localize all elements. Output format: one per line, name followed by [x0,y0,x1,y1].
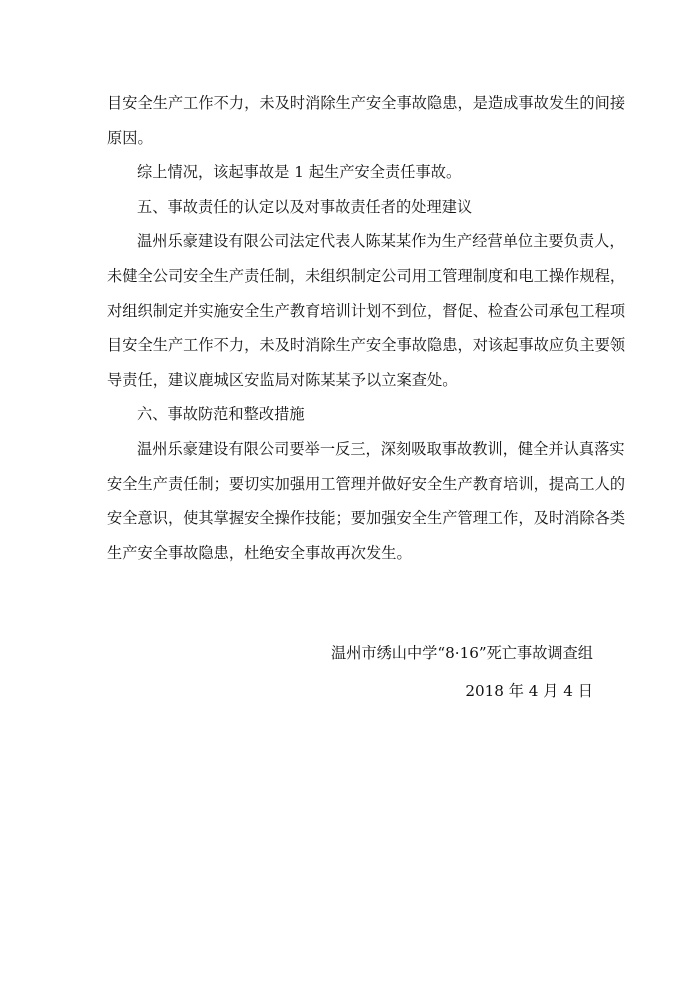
document-body [107,86,626,570]
section-heading: 五、事故责任的认定以及对事故责任者的处理建议 [137,197,473,216]
paragraph-line: 目安全生产工作不力，未及时消除生产安全事故隐患，是造成事故发生的间接 [107,94,626,112]
signature-date: 2018 年 4 月 4 日 [465,682,593,700]
section-heading: 六、事故防范和整改措施 [137,405,305,424]
paragraph-line: 温州乐豪建设有限公司要举一反三，深刻吸取事故教训，健全并认真落实 [137,439,625,458]
paragraph-line: 未健全公司安全生产责任制，未组织制定公司用工管理制度和电工操作规程， [107,266,626,285]
paragraph-line: 温州乐豪建设有限公司法定代表人陈某某作为生产经营单位主要负责人， [137,232,625,251]
paragraph-line: 生产安全事故隐患，杜绝安全事故再次发生。 [107,543,412,562]
paragraph-line: 导责任，建议鹿城区安监局对陈某某予以立案查处。 [107,370,458,389]
paragraph-line: 安全意识，使其掌握安全操作技能；要加强安全生产管理工作，及时消除各类 [107,509,626,528]
paragraph-line: 原因。 [107,128,153,147]
paragraph-line: 综上情况，该起事故是 1 起生产安全责任事故。 [137,163,462,182]
paragraph-line: 安全生产责任制；要切实加强用工管理并做好安全生产教育培训，提高工人的 [107,474,626,493]
signature-organization: 温州市绣山中学“8·16”死亡事故调查组 [331,644,593,662]
paragraph-line: 对组织制定并实施安全生产教育培训计划不到位，督促、检查公司承包工程项 [107,301,626,320]
paragraph-line: 目安全生产工作不力，未及时消除生产安全事故隐患，对该起事故应负主要领 [107,336,626,355]
